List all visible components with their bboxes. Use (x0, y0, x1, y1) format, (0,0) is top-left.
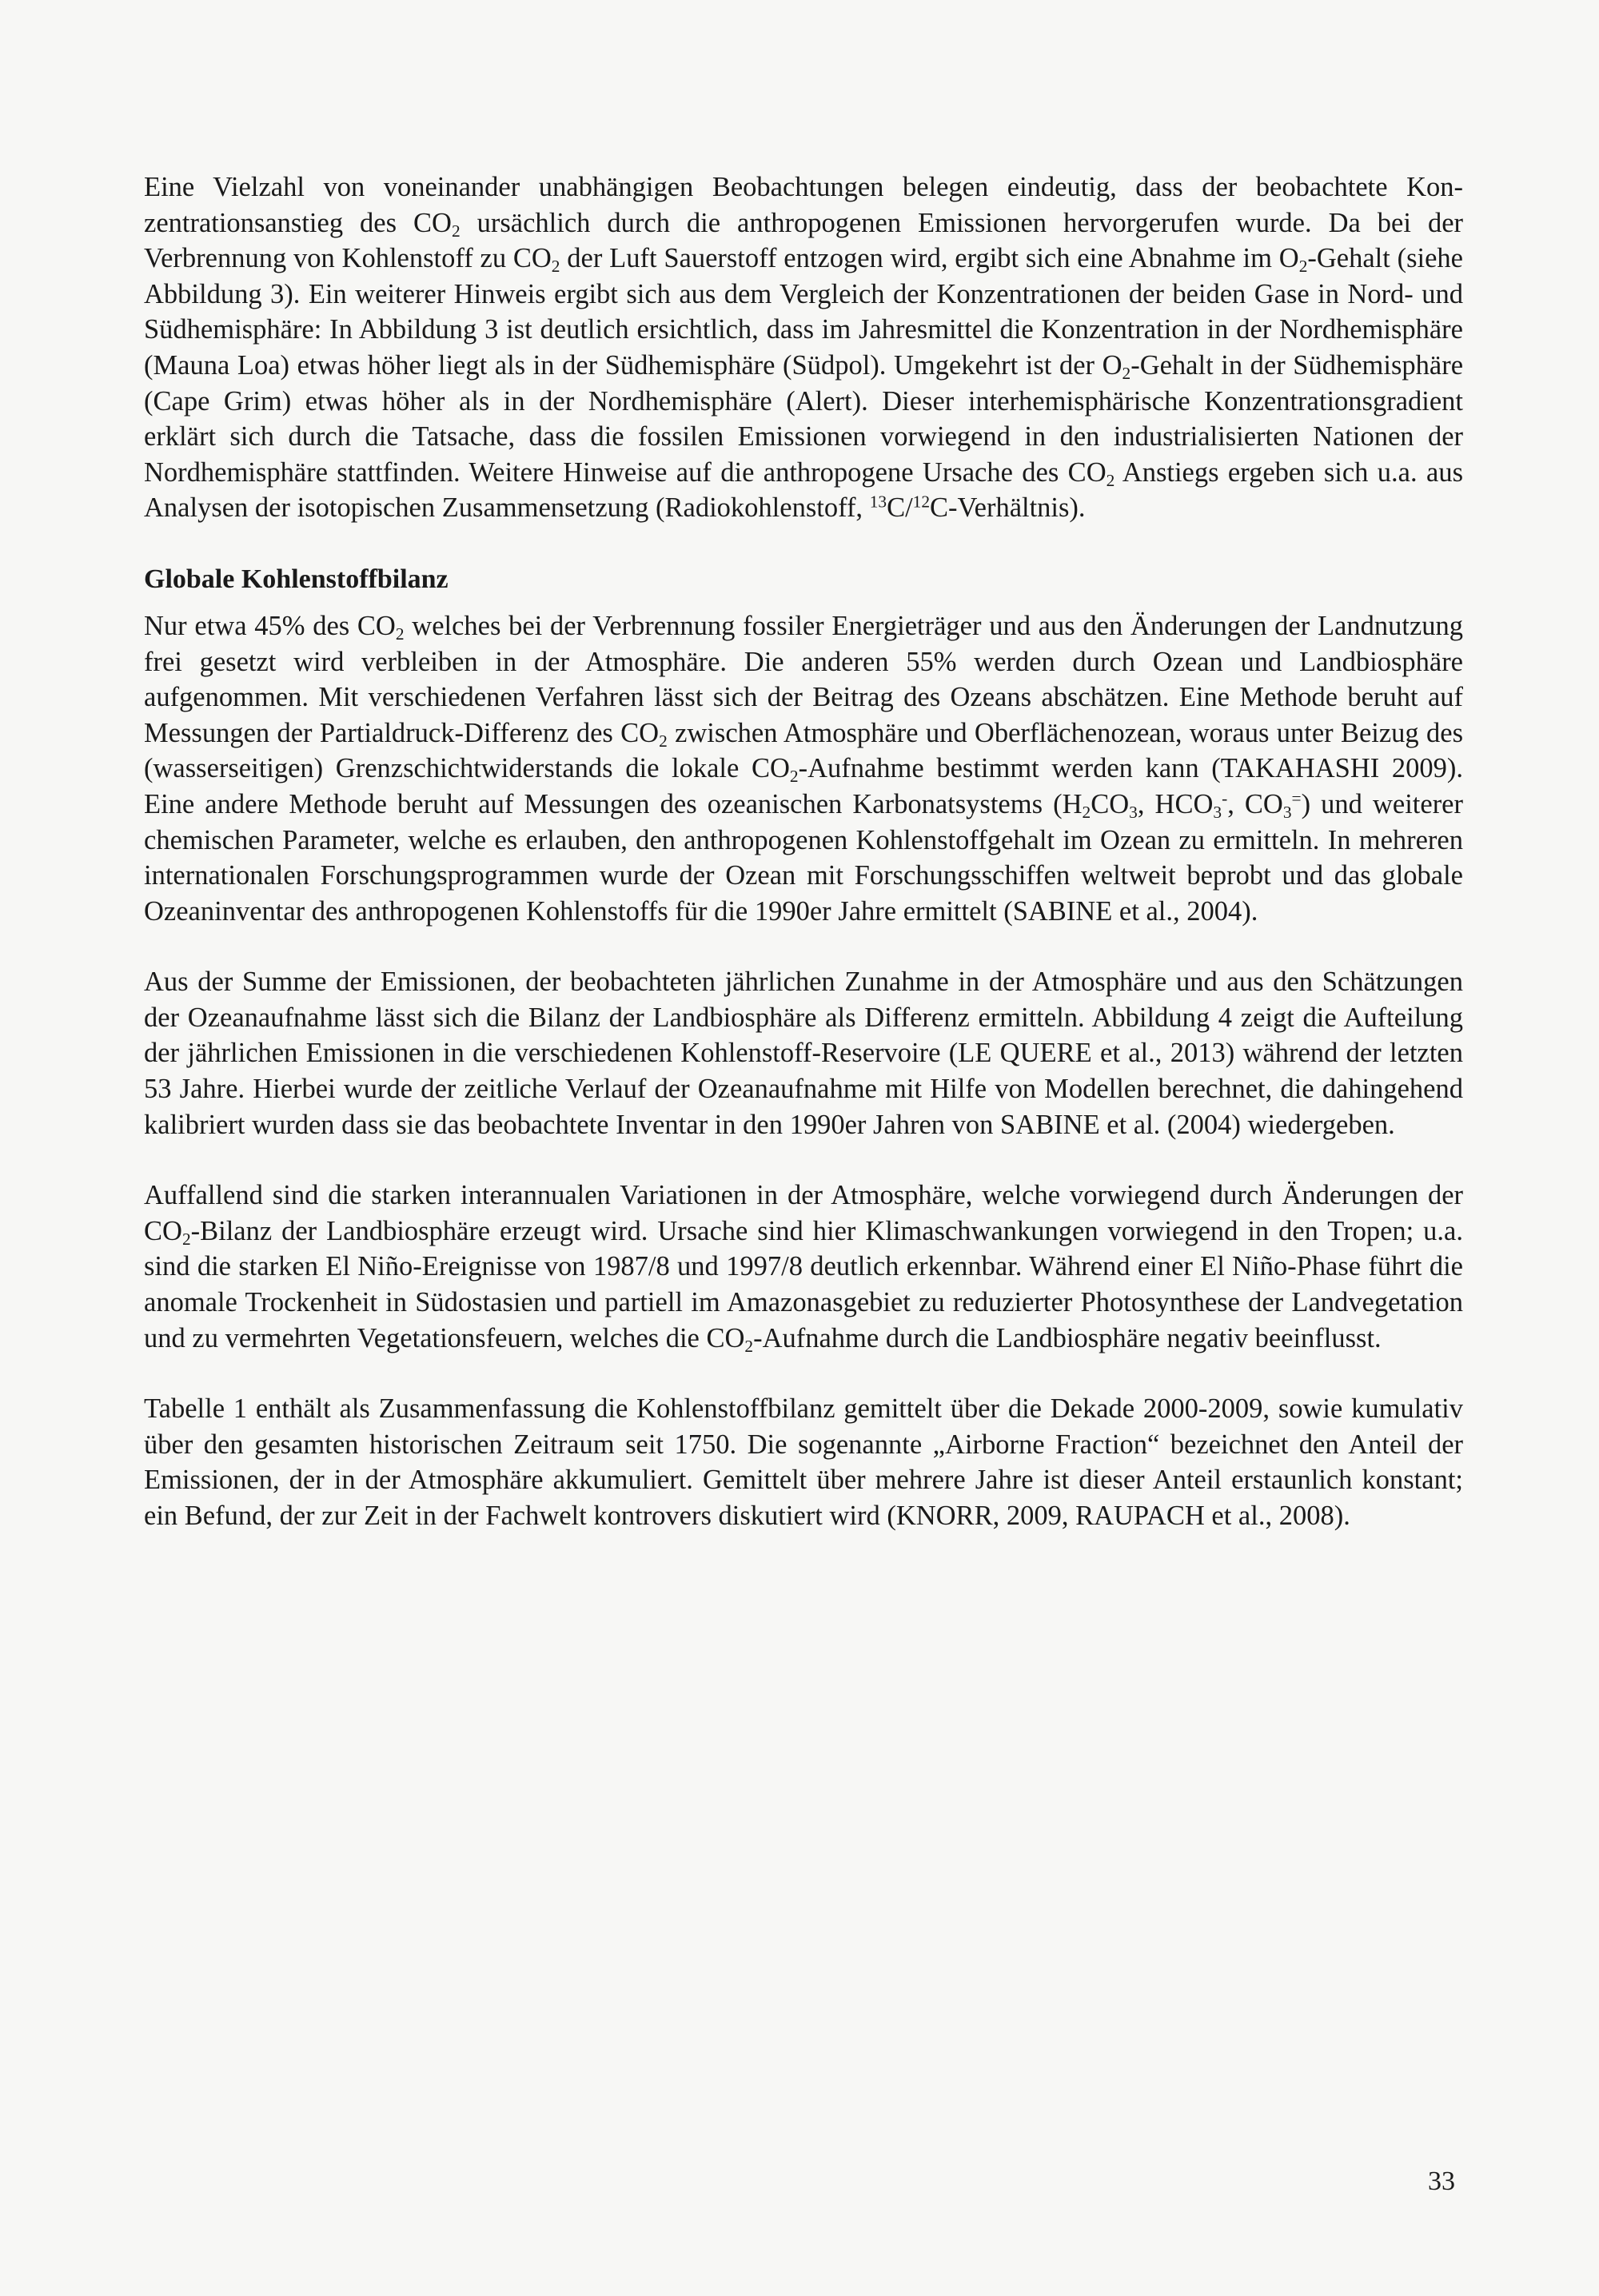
paragraph-ocean-uptake: Nur etwa 45% des $CO_2$ welches bei der Verbrennung fossiler Energieträger und aus den Änderungen der Landnutzung frei gesetzt wird verbleiben in der Atmosphäre. Die anderen 55% werden durch Ozean und Landbiosphäre aufgenommen. Mit verschiedenen Verfahren lässt sich der Beitrag des Ozeans abschätzen. Eine Methode beruht auf Messungen der Partialdruck-Differenz des $CO_2$ zwischen Atmosphäre und Oberflächenozean, woraus unter Beizug des (wasserseitigen) Grenzschichtwiderstands die lokale $CO_2$-Aufnahme bestimmt werden kann (TAKAHASHI 2009). Eine andere Methode beruht auf Messungen des ozeanischen Karbonatsystems ($H_2CO_3$, $HCO_3^-$, $CO_3^=$) und weiterer chemischen Parameter, welche es erlauben, den anthropogenen Kohlenstoffgehalt im Ozean zu ermitteln. In mehreren internationalen Forschungsprogrammen wurde der Ozean mit Forschungsschiffen weltweit beprobt und das globale Ozeaninventar des anthropogenen Kohlenstoffs für die 1990er Jahre ermittelt (SABINE et al., 2004). (144, 610, 1464, 927)
paragraph-land-balance: Aus der Summe der Emissionen, der beobachteten jährlichen Zunahme in der Atmosphäre und aus den Schätzungen der Ozeanaufnahme lässt sich die Bilanz der Landbiosphäre als Differenz ermitteln. Abbildung 4 zeigt die Aufteilung der jährlichen Emissionen in die verschiedenen Kohlenstoff-Reservoire (LE QUERE et al., 2013) während der letzten 53 Jahre. Hierbei wurde der zeitliche Verlauf der Ozeanaufnahme mit Hilfe von Modellen berechnet, die dahingehend kalibriert wurden dass sie das beobachtete Inventar in den 1990er Jahren von SABINE et al. (2004) wiedergeben. (144, 967, 1463, 1140)
section-heading: Globale Kohlenstoffbilanz (144, 564, 449, 594)
page-number: 33 (1428, 2166, 1455, 2196)
paragraph-summary: Tabelle 1 enthält als Zusammenfassung die Kohlenstoffbilanz gemittelt über die Dekade 2000-2009, sowie kumulativ über den gesamten historischen Zeitraum seit 1750. Die sogenannte „Airborne Fraction“ bezeichnet den Anteil der Emissionen, der in der Atmosphäre akkumuliert. Gemittelt über mehrere Jahre ist dieser Anteil erstaunlich konstant; ein Befund, der zur Zeit in der Fachwelt kontrovers diskutiert wird (KNORR, 2009, RAUPACH et al., 2008). (144, 1393, 1463, 1531)
paragraph-intro: Eine Vielzahl von voneinander unabhängigen Beobachtungen belegen eindeutig, dass der beobachtete Konzentrationsanstieg des $CO_2$ ursächlich durch die anthropogenen Emissionen hervorgerufen wurde. Da bei der Verbrennung von Kohlenstoff zu $CO_2$ der Luft Sauerstoff entzogen wird, ergibt sich eine Abnahme im $O_2$-Gehalt (siehe Abbildung 3). Ein weiterer Hinweis ergibt sich aus dem Vergleich der Konzentrationen der beiden Gase in Nord- und Südhemisphäre: In Abbildung 3 ist deutlich ersichtlich, dass im Jahresmittel die Konzentration in der Nordhemisphäre (Mauna Loa) etwas höher liegt als in der Südhemisphäre (Südpol). Umgekehrt ist der $O_2$-Gehalt in der Südhemisphäre (Cape Grim) etwas höher als in der Nordhemisphäre (Alert). Dieser interhemisphärische Konzentrationsgradient erklärt sich durch die Tatsache, dass die fossilen Emissionen vorwiegend in den industrialisierten Nationen der Nordhemisphäre stattfinden. Weitere Hinweise auf die anthropogene Ursache des $CO_2$ Anstiegs ergeben sich u.a. aus Analysen der isotopischen Zusammensetzung (Radiokohlenstoff, $^{13}$C/$^{12}$C-Verhältnis). (144, 172, 1464, 524)
page-body (144, 169, 1463, 1534)
paragraph-interannual: Auffallend sind die starken interannualen Variationen in der Atmosphäre, welche vorwiegend durch Änderungen der $CO_2$-Bilanz der Landbiosphäre erzeugt wird. Ursache sind hier Klimaschwankungen vorwiegend in den Tropen; u.a. sind die starken El Niño-Ereignisse von 1987/8 und 1997/8 deutlich erkennbar. Während einer El Niño-Phase führt die anomale Trockenheit in Südostasien und partiell im Amazonasgebiet zu reduzierter Photosynthese der Landvegetation und zu vermehrten Vegetationsfeuern, welches die $CO_2$-Aufnahme durch die Landbiosphäre negativ beeinflusst. (144, 1180, 1463, 1356)
